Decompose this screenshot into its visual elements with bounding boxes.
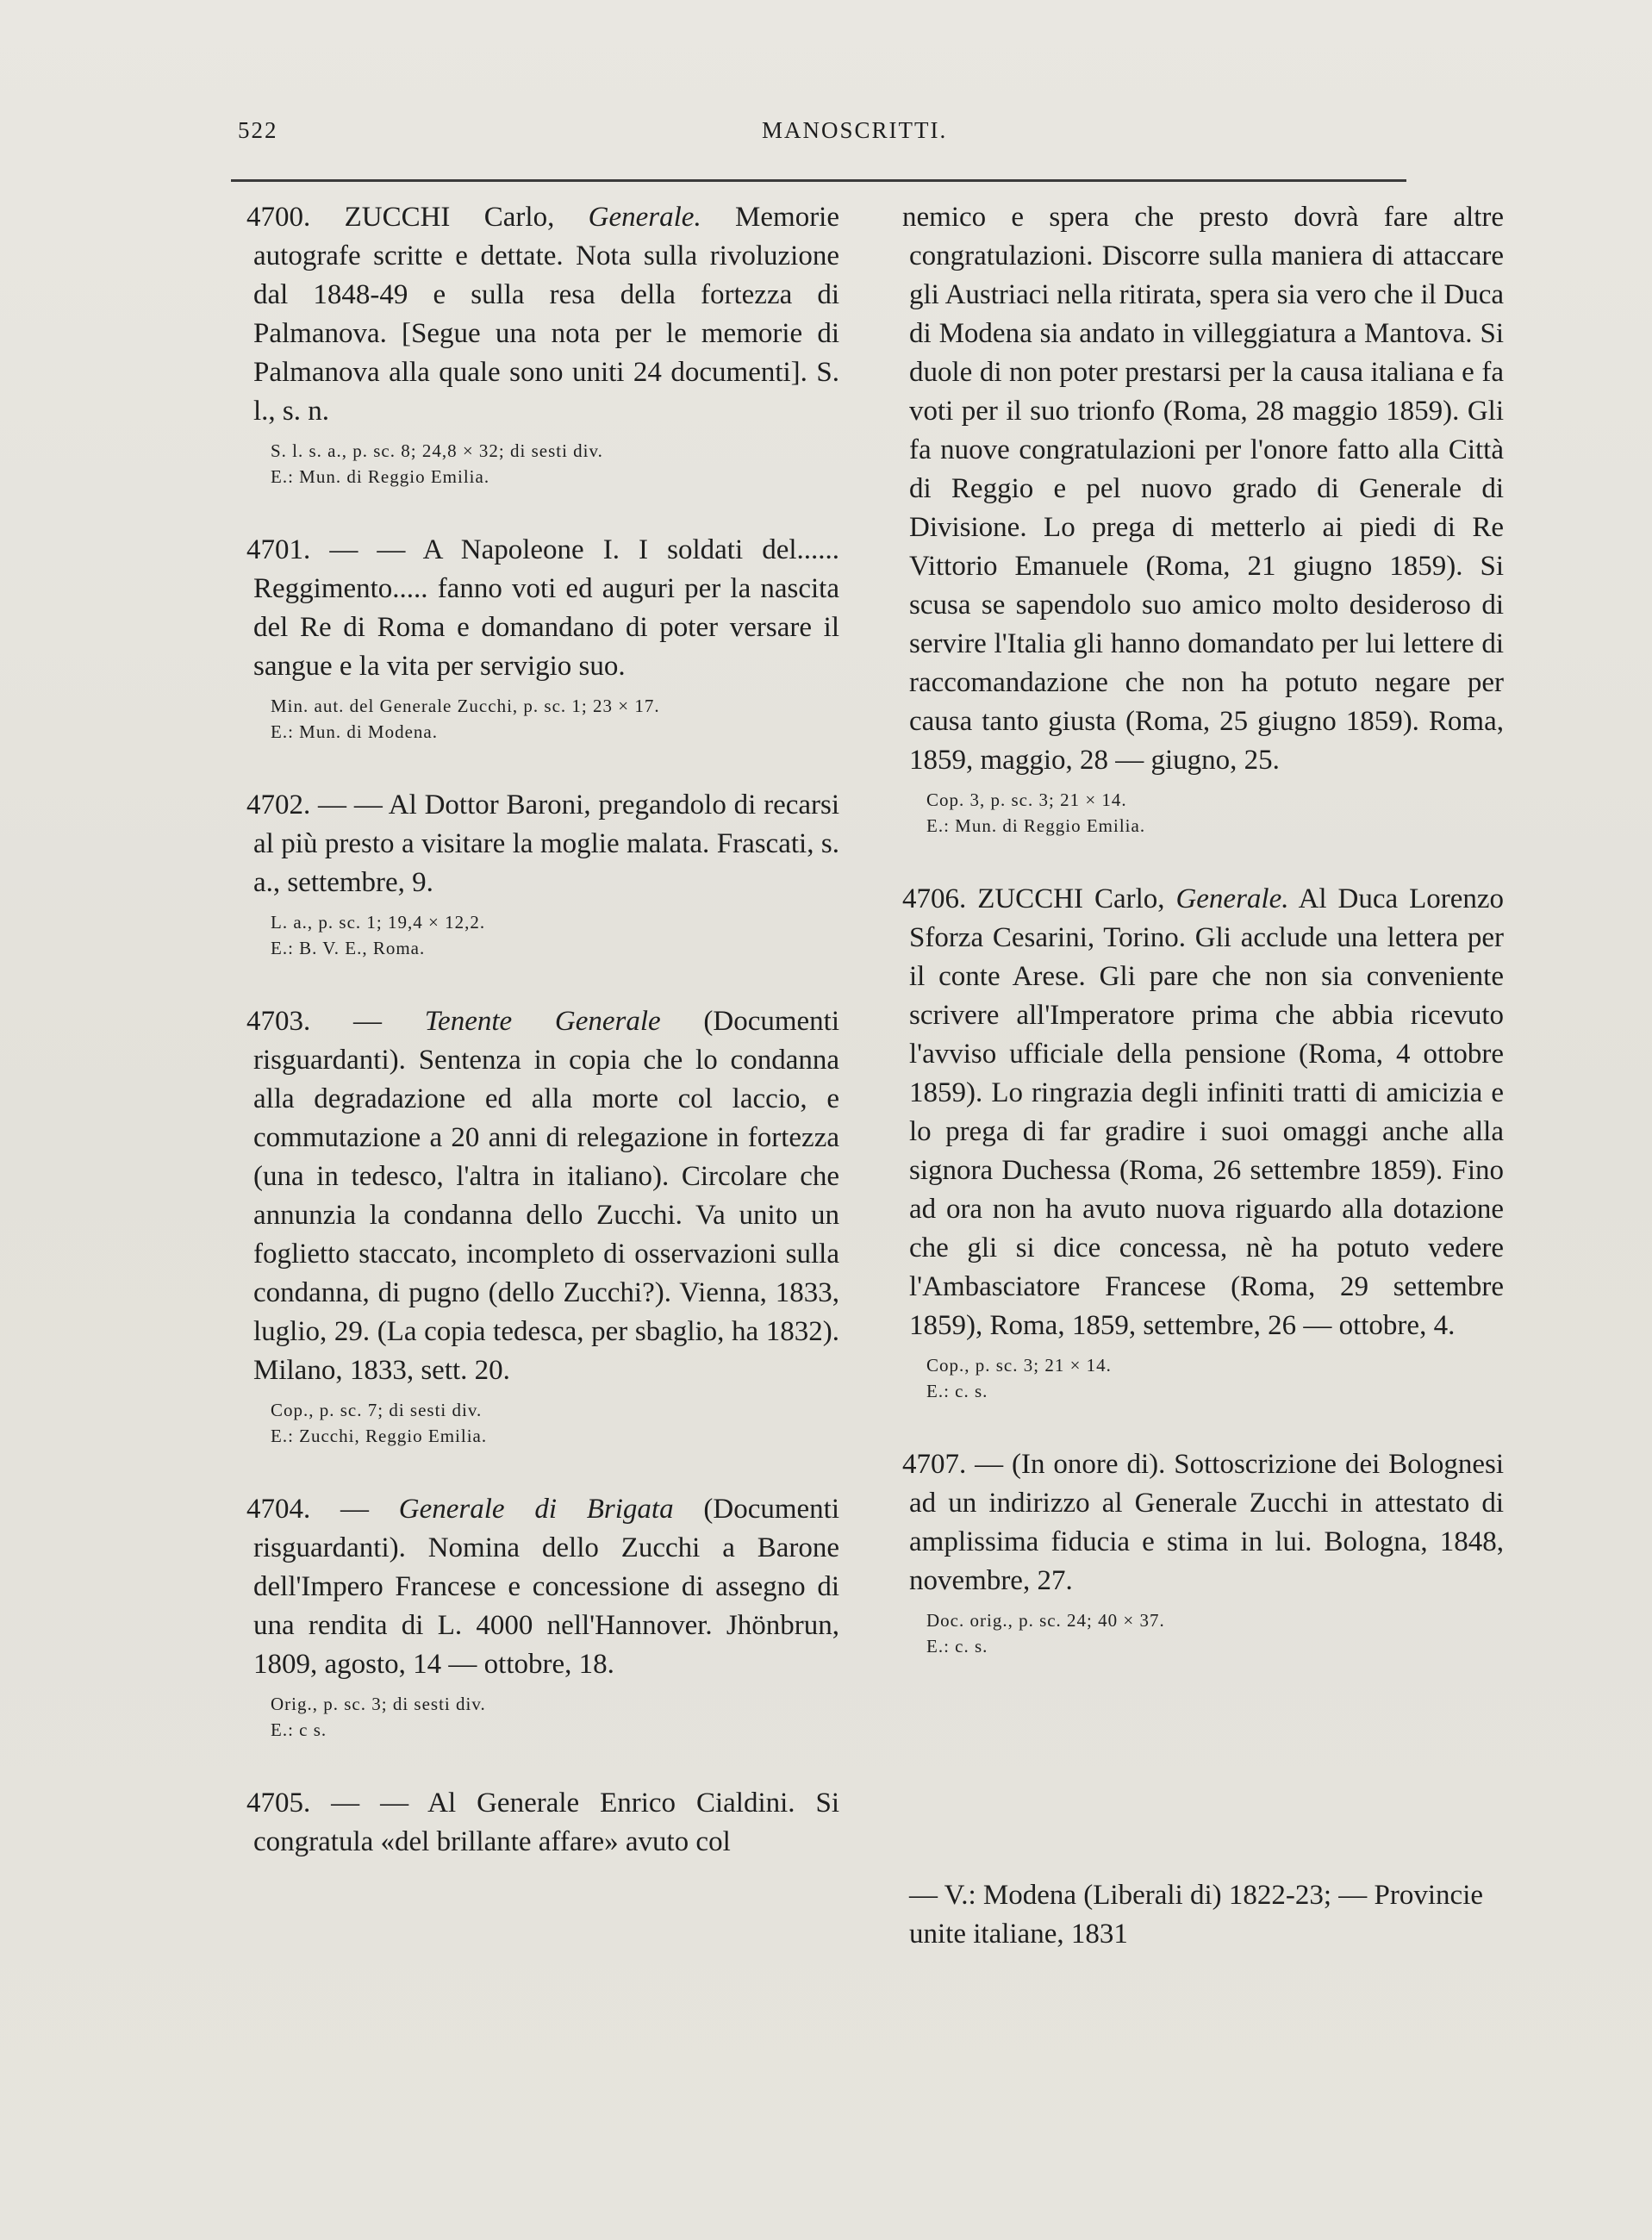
header-rule — [231, 179, 1406, 182]
entry-number: 4700. — [246, 202, 311, 233]
entry-text — [246, 786, 840, 902]
entry-number: 4702. — [246, 789, 311, 821]
meta-line: E.: B. V. E., Roma. — [271, 938, 426, 958]
entry-description: — — Al Dottor Baroni, pregandolo di recarsi al più presto a visitare la moglie malata. Frascati, s. a., settembre, 9. — [253, 789, 840, 898]
entry-meta — [271, 438, 839, 490]
catalog-entry — [902, 198, 1504, 839]
meta-line: Cop. 3, p. sc. 3; 21 × 14. — [926, 789, 1127, 810]
catalog-entry — [246, 198, 839, 490]
entry-title-italic: Tenente Generale — [424, 1006, 661, 1037]
catalog-entry — [246, 531, 840, 745]
entry-description-rest: (Documenti risguardanti). Sentenza in copia che lo condanna alla degradazione ed alla morte col laccio, e commutazione a 20 anni di relegazione in fortezza (una in tedesco, l'altra in italiano). Circolare che annunzia la condanna dello Zucchi. Va unito un foglietto staccato, incompleto di osservazioni sulla condanna, di pugno (dello Zucchi?). Vienna, 1833, luglio, 29. (La copia tedesca, per sbaglio, ha 1832). Milano, 1833, sett. 20. — [253, 1006, 840, 1386]
meta-line: Doc. orig., p. sc. 24; 40 × 37. — [926, 1610, 1165, 1631]
catalog-entry — [246, 1784, 839, 1862]
meta-line: E.: Zucchi, Reggio Emilia. — [271, 1426, 488, 1446]
entry-description: ZUCCHI Carlo, — [344, 202, 589, 233]
meta-line: E.: c. s. — [926, 1636, 988, 1657]
entry-text — [902, 880, 1505, 1345]
meta-line: Cop., p. sc. 7; di sesti div. — [271, 1400, 483, 1420]
entry-number: 4704. — [246, 1494, 311, 1525]
entry-description: — (In onore di). Sottoscrizione dei Bolognesi ad un indirizzo al Generale Zucchi in attestato di amplissima fiducia e stima in lui. Bologna, 1848, novembre, 27. — [909, 1449, 1505, 1596]
entry-meta — [926, 787, 1504, 839]
entry-description: ZUCCHI Carlo, — [977, 883, 1176, 914]
meta-line: E.: Mun. di Reggio Emilia. — [271, 466, 490, 487]
see-also-note: — V.: Modena (Liberali di) 1822-23; — Provincie unite italiane, 1831 — [909, 1880, 1484, 1950]
catalog-entry — [246, 786, 840, 961]
entry-meta — [271, 1397, 839, 1449]
entry-description-rest: Memorie autografe scritte e dettate. Nota sulla rivoluzione dal 1848-49 e sulla resa della fortezza di Palmanova. [Segue una nota per le memorie di Palmanova alla quale sono uniti 24 documenti]. S. l., s. n. — [253, 202, 839, 427]
meta-line: E.: Mun. di Modena. — [271, 721, 438, 742]
entry-description: — — [340, 1494, 399, 1525]
meta-line: Min. aut. del Generale Zucchi, p. sc. 1; 23 × 17. — [271, 696, 660, 716]
entry-title-italic: Generale. — [1175, 883, 1289, 914]
entry-number: 4707. — [902, 1449, 967, 1480]
entry-meta — [271, 909, 839, 961]
entry-meta — [926, 1352, 1504, 1404]
entry-description: — — A Napoleone I. I soldati del...... Reggimento..... fanno voti ed auguri per la nascita del Re di Roma e domandano di poter versare il sangue e la vita per servigio suo. — [253, 534, 840, 682]
entry-text — [246, 198, 839, 431]
meta-line: Orig., p. sc. 3; di sesti div. — [271, 1694, 486, 1714]
catalog-entry — [246, 1490, 839, 1743]
meta-line: E.: Mun. di Reggio Emilia. — [926, 815, 1146, 836]
entry-meta — [271, 1691, 839, 1743]
entry-description-rest: Al Duca Lorenzo Sforza Cesarini, Torino. Gli acclude una lettera per il conte Arese. Gli pare che non sia conveniente scrivere all'Imperatore prima che abbia ricevuto l'avviso ufficiale della pensione (Roma, 4 ottobre 1859). Lo ringrazia degli infiniti tratti di amicizia e lo prega di far gradire i suoi omaggi anche alla signora Duchessa (Roma, 26 settembre 1859). Fino ad ora non ha avuto nuova riguardo alla dotazione che gli si dice concessa, nè ha potuto vedere l'Ambasciatore Francese (Roma, 29 settembre 1859), Roma, 1859, settembre, 26 — ottobre, 4. — [909, 883, 1505, 1341]
meta-line: L. a., p. sc. 1; 19,4 × 12,2. — [271, 912, 486, 933]
catalog-entry — [902, 880, 1505, 1404]
catalog-entry — [902, 1445, 1505, 1659]
left-column — [246, 198, 840, 1903]
page-number: 522 — [238, 117, 278, 143]
entry-text — [246, 1002, 840, 1390]
entry-text — [902, 198, 1504, 780]
entry-number: 4701. — [246, 534, 311, 565]
entry-description: — — [352, 1006, 425, 1037]
entry-meta — [926, 1607, 1504, 1659]
page-title: MANOSCRITTI. — [762, 117, 948, 143]
entry-text — [246, 1490, 839, 1684]
meta-line: S. l. s. a., p. sc. 8; 24,8 × 32; di sesti div. — [271, 440, 603, 461]
right-column — [902, 198, 1505, 1700]
entry-text — [246, 531, 840, 686]
entry-number: 4705. — [246, 1788, 311, 1819]
entry-text — [246, 1784, 839, 1862]
entry-title-italic: Generale. — [588, 202, 701, 233]
entry-text — [902, 1445, 1505, 1600]
entry-description: nemico e spera che presto dovrà fare altre congratulazioni. Discorre sulla maniera di attaccare gli Austriaci nella ritirata, spera sia vero che il Duca di Modena sia andato in villeggiatura a Mantova. Si duole di non poter prestarsi per la causa italiana e fa voti per il suo trionfo (Roma, 28 maggio 1859). Gli fa nuove congratulazioni per l'onore fatto alla Città di Reggio e pel nuovo grado di Generale di Divisione. Lo prega di metterlo ai piedi di Re Vittorio Emanuele (Roma, 21 giugno 1859). Si scusa se sapendolo suo amico molto desideroso di servire l'Italia gli hanno domandato per lui lettere di raccomandazione che non ha potuto negare per causa tanto giusta (Roma, 25 giugno 1859). Roma, 1859, maggio, 28 — giugno, 25. — [902, 202, 1504, 776]
entry-number: 4703. — [246, 1006, 311, 1037]
meta-line: Cop., p. sc. 3; 21 × 14. — [926, 1355, 1112, 1376]
entry-number: 4706. — [902, 883, 967, 914]
meta-line: E.: c. s. — [926, 1381, 988, 1401]
entry-description: — — Al Generale Enrico Cialdini. Si congratula «del brillante affare» avuto col — [253, 1788, 839, 1857]
entry-meta — [271, 693, 839, 745]
entry-description-rest: (Documenti risguardanti). Nomina dello Zucchi a Barone dell'Impero Francese e concessione di assegno di una rendita di L. 4000 nell'Hannover. Jhönbrun, 1809, agosto, 14 — ottobre, 18. — [253, 1494, 839, 1680]
meta-line: E.: c s. — [271, 1719, 327, 1740]
catalog-entry — [246, 1002, 840, 1449]
entry-title-italic: Generale di Brigata — [398, 1494, 674, 1525]
